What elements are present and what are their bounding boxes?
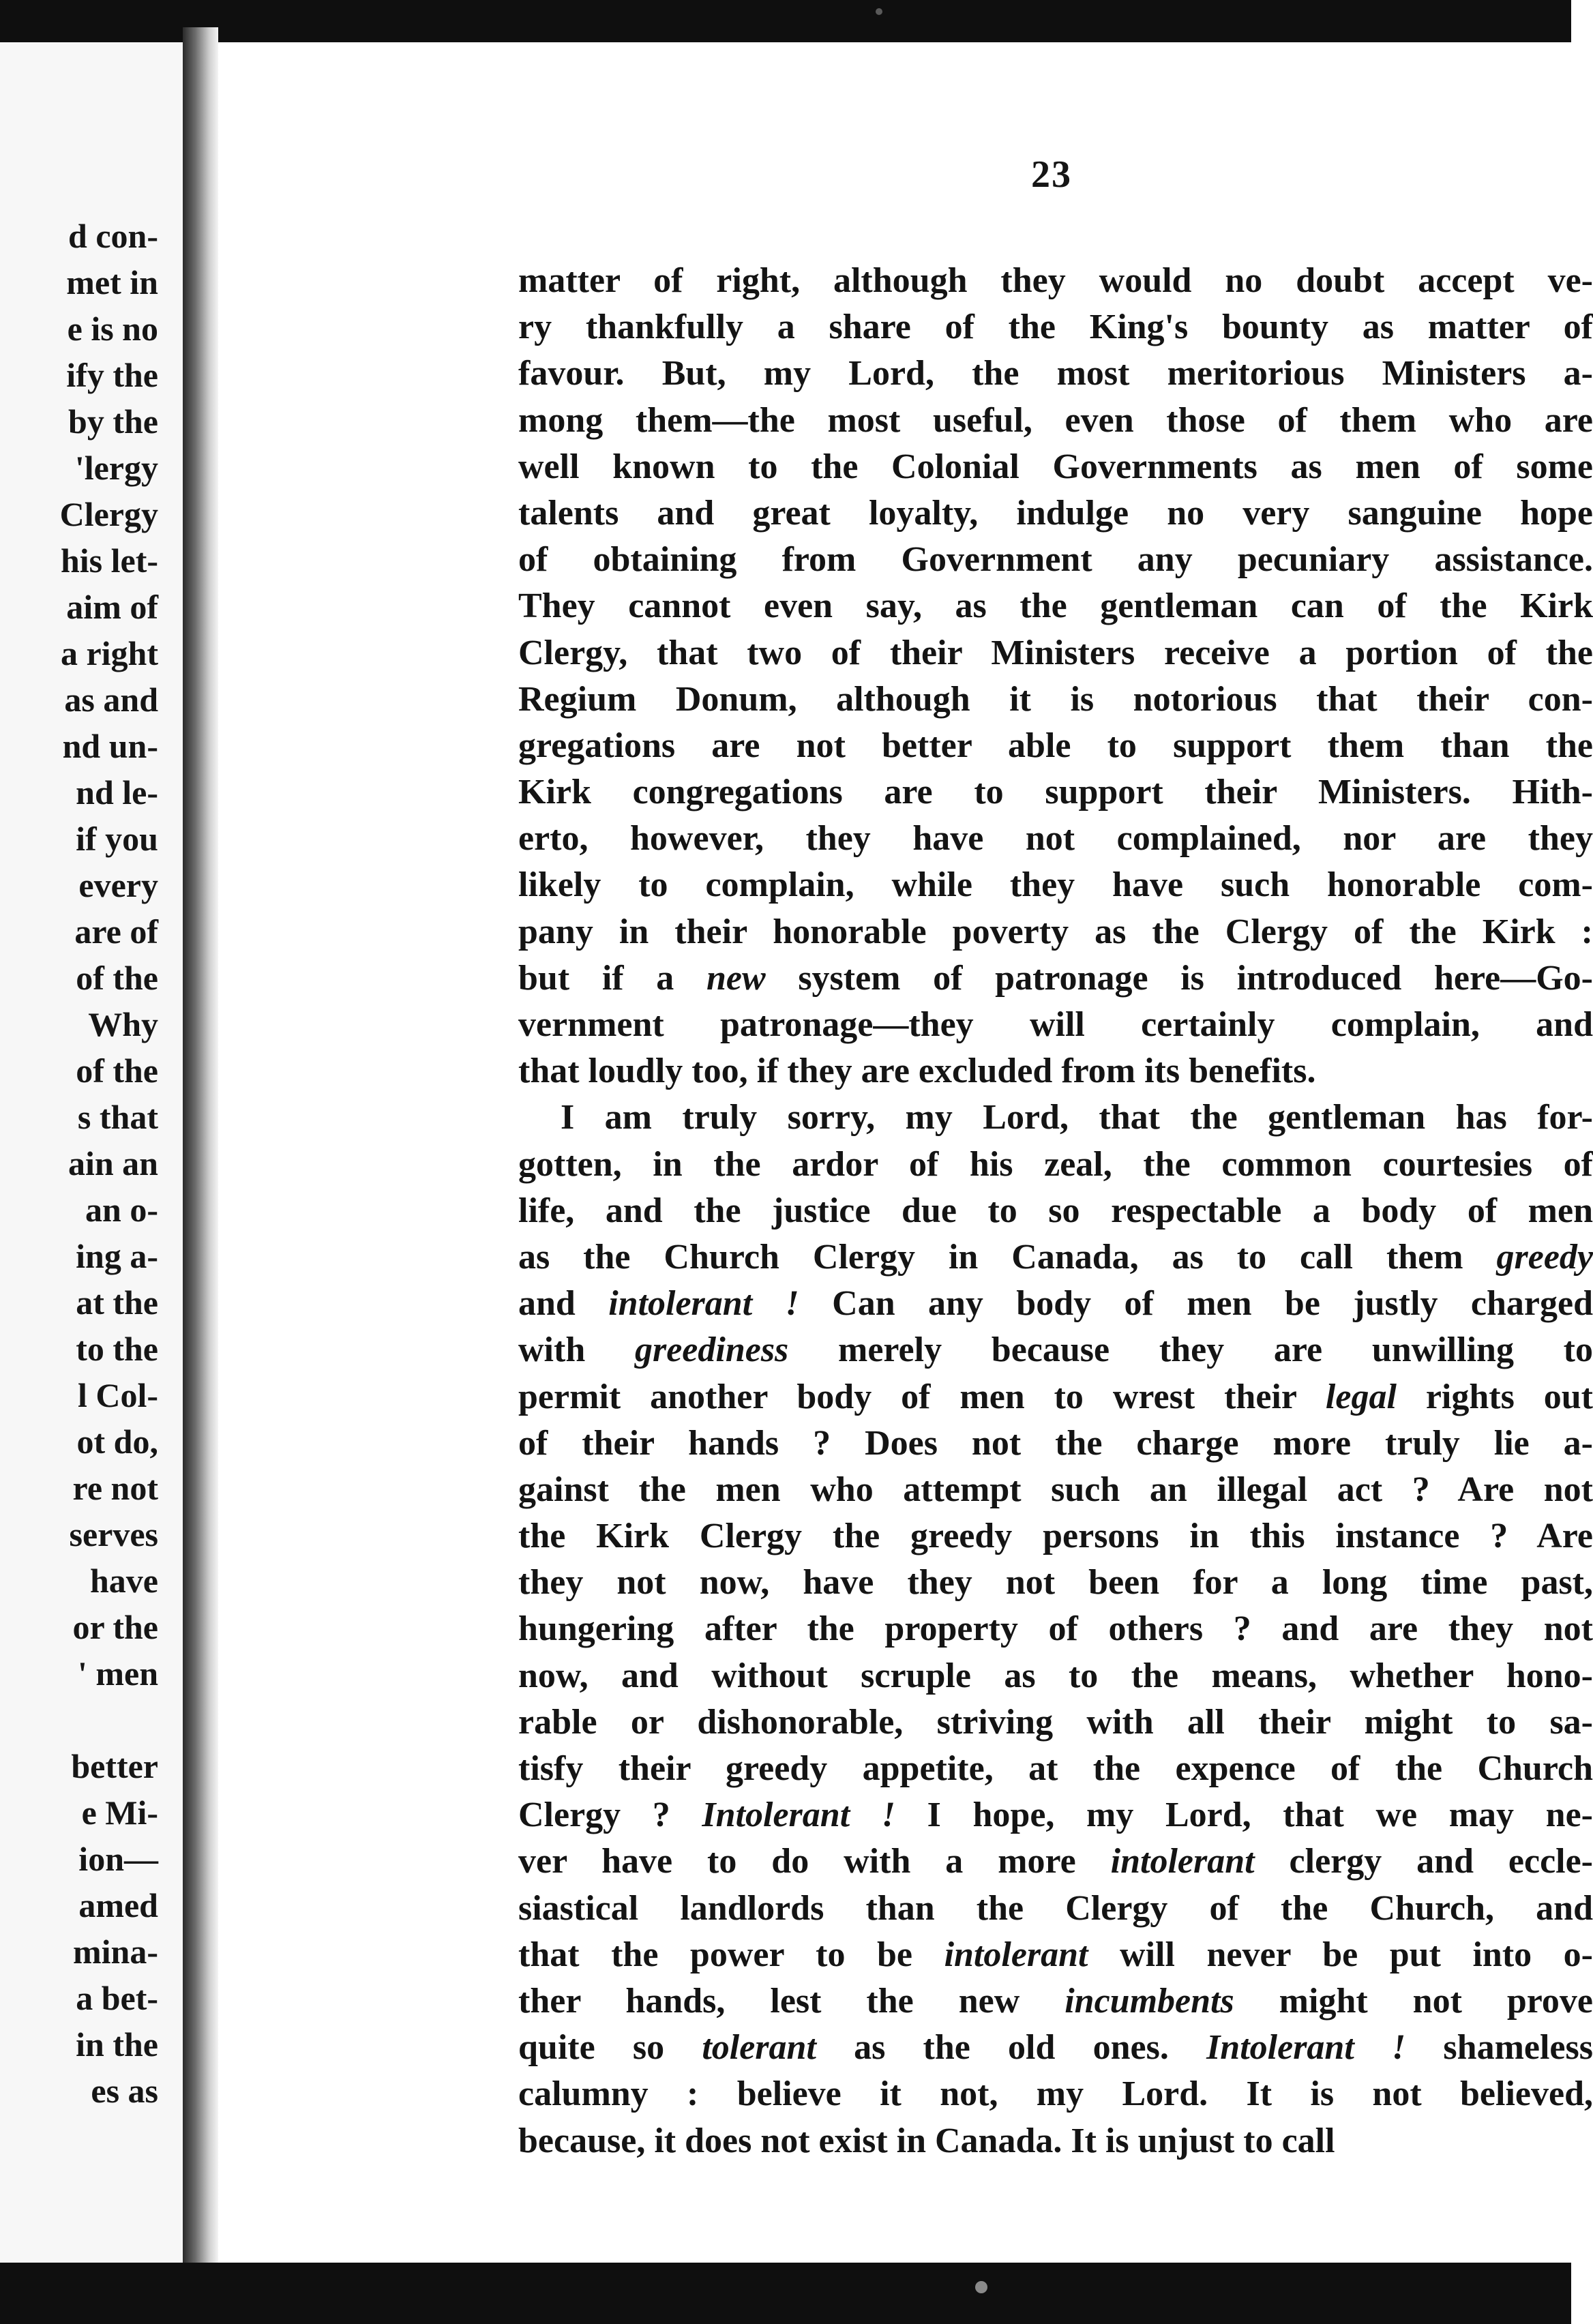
italic-text: incumbents [1065, 1981, 1234, 2021]
text-run: clergy and eccle- [1254, 1842, 1593, 1881]
text-line [518, 1094, 1593, 1141]
text-run: and [518, 1284, 609, 1324]
text-line [518, 955, 1593, 1002]
facing-page-line: e is no [67, 310, 158, 348]
facing-page-line: ain an [68, 1144, 158, 1182]
text-line [518, 1792, 1593, 1838]
text-run: will never be put into o- [1088, 1935, 1593, 1974]
text-run: that the power to be [518, 1935, 944, 1974]
scan-speck [975, 2281, 987, 2293]
text-line [518, 2025, 1593, 2071]
text-line [518, 1978, 1593, 2025]
text-run: siastical landlords than the Clergy of the Church, and [518, 1888, 1593, 1928]
text-run: likely to complain, while they have such honorable com- [518, 865, 1593, 905]
text-run: as the Church Clergy in Canada, as to call them [518, 1237, 1497, 1277]
facing-page-line: at the [76, 1283, 158, 1322]
text-line [518, 1234, 1593, 1281]
text-line [518, 1513, 1593, 1560]
text-run: Clergy ? [518, 1796, 702, 1835]
italic-text: Intolerant ! [702, 1796, 896, 1835]
facing-page-line: 'lergy [74, 449, 158, 487]
facing-page-line: in the [76, 2025, 158, 2064]
text-run: might not prove [1234, 1981, 1593, 2021]
text-run: rable or dishonorable, striving with all their might to sa- [518, 1702, 1593, 1742]
text-run: as the old ones. [816, 2028, 1207, 2068]
page [218, 42, 1593, 2263]
text-run: life, and the justice due to so respectable a body of men [518, 1191, 1593, 1230]
italic-text: greedy [1496, 1237, 1593, 1277]
text-run: pany in their honorable poverty as the Clergy of the Kirk : [518, 912, 1593, 951]
facing-page-line: or the [72, 1608, 158, 1646]
facing-page-line: re not [72, 1469, 158, 1507]
text-run: mong them—the most useful, even those of them who are [518, 400, 1593, 440]
text-line [518, 258, 1593, 304]
facing-page-line: mina- [73, 1933, 158, 1971]
text-line [518, 1932, 1593, 1978]
facing-page-line: met in [66, 263, 158, 301]
page-number: 23 [1031, 153, 1072, 196]
facing-page-line: a right [60, 634, 158, 672]
scan-speck [876, 8, 882, 15]
text-run: favour. But, my Lord, the most meritorious Ministers a- [518, 354, 1593, 393]
text-run: I am truly sorry, my Lord, that the gentleman has for- [561, 1098, 1593, 1137]
facing-page-line: amed [78, 1886, 158, 1924]
text-run: I hope, my Lord, that we may ne- [895, 1796, 1593, 1835]
facing-page-line: his let- [60, 541, 158, 580]
text-run: quite so [518, 2028, 702, 2068]
text-line [518, 537, 1593, 583]
text-run: but if a [518, 958, 706, 998]
text-run: matter of right, although they would no doubt accept ve- [518, 261, 1593, 300]
text-line [518, 816, 1593, 862]
text-line [518, 583, 1593, 629]
text-line [518, 2071, 1593, 2117]
italic-text: Intolerant ! [1206, 2028, 1406, 2068]
text-run: of obtaining from Government any pecuniary assistance. [518, 540, 1593, 580]
italic-text: tolerant [702, 2028, 816, 2068]
facing-page-line: ing a- [76, 1237, 158, 1275]
text-run: Regium Donum, although it is notorious that their con- [518, 679, 1593, 719]
italic-text: intolerant ! [608, 1284, 799, 1324]
text-run: Can any body of men be justly charged [799, 1284, 1593, 1324]
facing-page-line: ify the [66, 356, 158, 394]
facing-page-fragment [0, 42, 183, 2263]
text-line [518, 304, 1593, 351]
facing-page-line: are of [74, 912, 158, 951]
italic-text: new [706, 958, 766, 998]
facing-page-line: if you [76, 820, 158, 858]
facing-page-line: nd le- [76, 773, 158, 811]
scan-border-bottom [0, 2263, 1571, 2324]
facing-page-line: d con- [68, 217, 158, 255]
facing-page-line: serves [69, 1515, 158, 1553]
text-line [518, 723, 1593, 769]
facing-page-line: ion— [78, 1840, 158, 1878]
text-run: erto, however, they have not complained, nor are they [518, 819, 1593, 859]
text-line [518, 1886, 1593, 1932]
facing-page-line: as and [64, 681, 158, 719]
facing-page-line: of the [76, 959, 158, 997]
text-run: of their hands ? Does not the charge more truly lie a- [518, 1423, 1593, 1463]
text-run: gregations are not better able to support them than the [518, 726, 1593, 765]
text-run: because, it does not exist in Canada. It is unjust to call [518, 2121, 1335, 2160]
text-line [518, 1002, 1593, 1048]
text-run: gainst the men who attempt such an illegal act ? Are not [518, 1470, 1593, 1509]
facing-page-line: of the [76, 1052, 158, 1090]
text-run: they not now, have they not been for a long time past, [518, 1563, 1593, 1603]
italic-text: intolerant [1110, 1842, 1255, 1881]
facing-page-line: s that [77, 1098, 158, 1136]
facing-page-line: ' men [77, 1654, 158, 1693]
text-line [518, 1606, 1593, 1652]
text-run: vernment patronage—they will certainly complain, and [518, 1005, 1593, 1044]
text-run: well known to the Colonial Governments as men of some [518, 447, 1593, 486]
text-line [518, 2118, 1593, 2164]
text-line [518, 1048, 1593, 1094]
scan-border-top [0, 0, 1571, 42]
text-run: with [518, 1330, 635, 1370]
facing-page-text [60, 213, 158, 2114]
text-line [518, 1327, 1593, 1373]
text-run: calumny : believe it not, my Lord. It is not believed, [518, 2074, 1593, 2114]
text-line [518, 1281, 1593, 1327]
text-line [518, 769, 1593, 816]
text-run: gotten, in the ardor of his zeal, the common courtesies of [518, 1144, 1593, 1184]
facing-page-line: e Mi- [81, 1793, 158, 1832]
text-line [518, 1188, 1593, 1234]
text-run: They cannot even say, as the gentleman can of the Kirk [518, 586, 1593, 626]
text-line [518, 1374, 1593, 1420]
text-run: permit another body of men to wrest their [518, 1377, 1326, 1416]
italic-text: greediness [634, 1330, 789, 1370]
text-line [518, 909, 1593, 955]
text-line [518, 630, 1593, 676]
facing-page-line: a bet- [76, 1979, 158, 2017]
text-line [518, 1560, 1593, 1606]
text-line [518, 1420, 1593, 1467]
text-line [518, 398, 1593, 444]
facing-page-line: to the [76, 1330, 158, 1368]
text-run: rights out [1396, 1377, 1593, 1416]
text-run: ry thankfully a share of the King's bounty as matter of [518, 308, 1593, 347]
text-run: hungering after the property of others ? and are they not [518, 1609, 1593, 1649]
text-run: tisfy their greedy appetite, at the expence of the Church [518, 1749, 1593, 1788]
facing-page-line: have [90, 1562, 158, 1600]
text-run: Clergy, that two of their Ministers receive a portion of the [518, 633, 1593, 672]
facing-page-line: Clergy [59, 495, 158, 533]
text-run: merely because they are unwilling to [788, 1330, 1593, 1370]
facing-page-line: l Col- [77, 1376, 158, 1414]
facing-page-line: nd un- [62, 727, 158, 765]
text-line [518, 1467, 1593, 1513]
text-line [518, 676, 1593, 723]
text-line [518, 444, 1593, 490]
italic-text: intolerant [944, 1935, 1088, 1974]
facing-page-line: es as [91, 2072, 158, 2110]
text-line [518, 1746, 1593, 1792]
text-run: shameless [1405, 2028, 1593, 2068]
text-run: that loudly too, if they are excluded from its benefits. [518, 1052, 1316, 1091]
text-run: system of patronage is introduced here—Go- [765, 958, 1593, 998]
text-run: the Kirk Clergy the greedy persons in this instance ? Are [518, 1517, 1593, 1556]
text-run: ver have to do with a more [518, 1842, 1111, 1881]
facing-page-line [60, 1697, 158, 1743]
facing-page-line: Why [88, 1005, 158, 1043]
text-line [518, 1653, 1593, 1699]
facing-page-line: ot do, [76, 1422, 158, 1461]
facing-page-line: better [71, 1747, 158, 1785]
facing-page-line: by the [68, 402, 158, 441]
text-run: talents and great loyalty, indulge no very sanguine hope [518, 493, 1593, 533]
text-line [518, 1699, 1593, 1746]
text-line [518, 1142, 1593, 1188]
facing-page-line: every [78, 866, 158, 904]
facing-page-line: aim of [66, 588, 158, 626]
body-text [518, 258, 1593, 2164]
text-line [518, 351, 1593, 397]
text-line [518, 1838, 1593, 1885]
facing-page-line: an o- [85, 1191, 158, 1229]
book-gutter [183, 27, 218, 2271]
italic-text: legal [1325, 1377, 1397, 1416]
text-run: ther hands, lest the new [518, 1981, 1065, 2021]
text-line [518, 862, 1593, 908]
text-run: Kirk congregations are to support their Ministers. Hith- [518, 773, 1593, 812]
text-run: now, and without scruple as to the means, whether hono- [518, 1656, 1593, 1695]
text-line [518, 490, 1593, 537]
